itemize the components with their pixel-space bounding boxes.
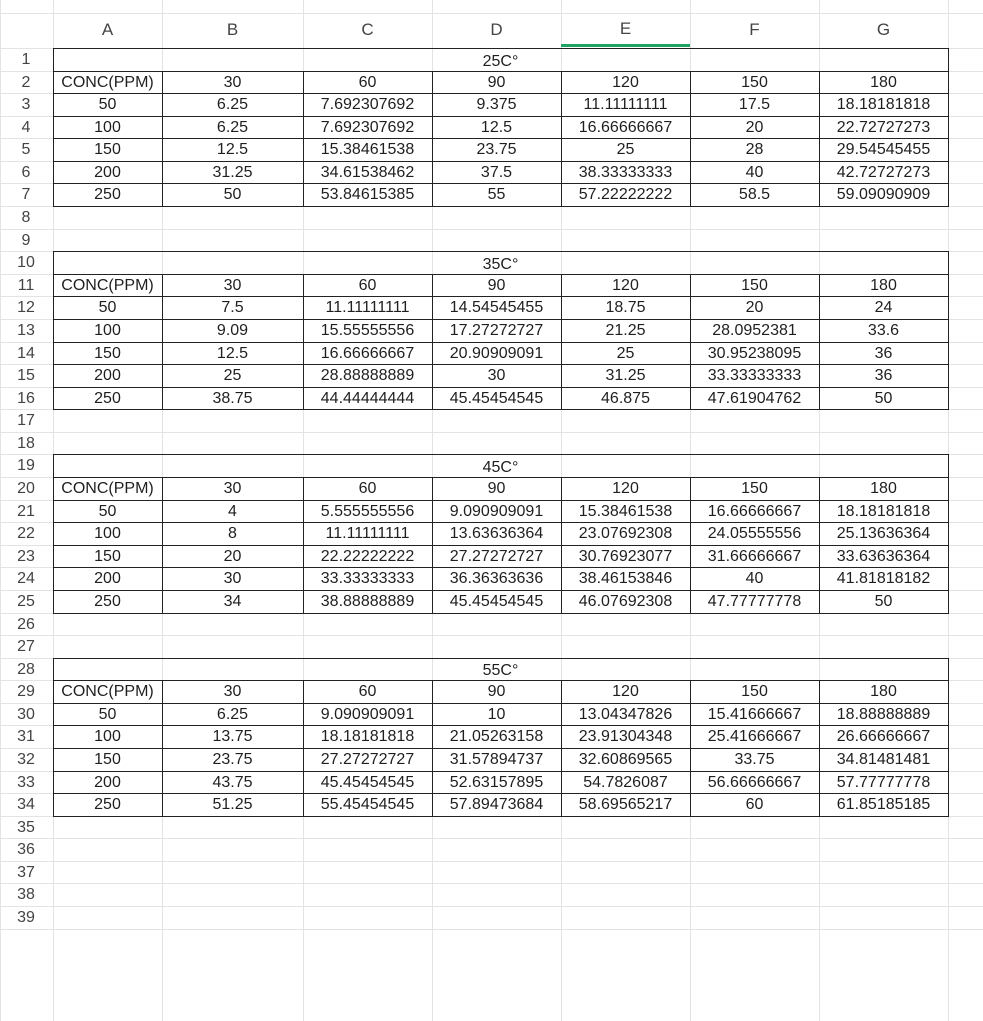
conc-header: CONC(PPM) [61, 479, 154, 497]
table-border [53, 680, 948, 681]
value-cell[interactable]: 4 [228, 502, 237, 520]
value-cell[interactable]: 31.25 [212, 163, 253, 181]
value-cell[interactable]: 36 [874, 344, 893, 362]
value-cell[interactable]: 6.25 [216, 118, 249, 136]
value-cell[interactable]: 40 [745, 569, 764, 587]
table-border [303, 71, 304, 206]
value-cell[interactable]: 18.75 [605, 298, 646, 316]
value-cell[interactable]: 41.81818182 [836, 569, 931, 587]
value-cell[interactable]: 42.72727273 [836, 163, 931, 181]
table-border [53, 342, 948, 343]
value-cell[interactable]: 50 [874, 389, 893, 407]
table-border [53, 748, 948, 749]
row-header-2[interactable]: 2 [21, 73, 31, 91]
value-cell[interactable]: 23.75 [476, 140, 517, 158]
value-cell[interactable]: 36.36363636 [449, 569, 544, 587]
value-cell[interactable]: 27.27272727 [449, 547, 544, 565]
row-header-13[interactable]: 13 [17, 321, 35, 339]
table-border [432, 274, 433, 409]
gridline [0, 906, 983, 907]
value-cell[interactable]: 20.90909091 [449, 344, 544, 362]
row-header-23[interactable]: 23 [17, 547, 35, 565]
value-cell[interactable]: 20 [223, 547, 242, 565]
value-cell[interactable]: 7.5 [221, 298, 244, 316]
gridline [0, 861, 983, 862]
value-cell[interactable]: 38.46153846 [578, 569, 673, 587]
value-cell[interactable]: 18.88888889 [836, 705, 931, 723]
time-header: 60 [358, 276, 377, 294]
block-title: 35C° [482, 256, 519, 273]
table-border [53, 364, 948, 365]
value-cell[interactable]: 55 [487, 185, 506, 203]
concentration-cell[interactable]: 250 [94, 389, 121, 407]
value-cell[interactable]: 33.33333333 [320, 569, 415, 587]
value-cell[interactable]: 29.54545455 [836, 140, 931, 158]
table-border [53, 725, 948, 726]
table-border [53, 590, 948, 591]
row-header-1[interactable]: 1 [21, 50, 31, 68]
value-cell[interactable]: 11.11111111 [583, 95, 668, 113]
table-border [432, 477, 433, 613]
block-title: 25C° [482, 53, 519, 70]
value-cell[interactable]: 8 [228, 524, 237, 542]
value-cell[interactable]: 15.41666667 [707, 705, 802, 723]
table-border [819, 274, 820, 409]
concentration-cell[interactable]: 250 [94, 795, 121, 813]
table-border [53, 545, 948, 546]
table-border [162, 71, 163, 206]
time-header: 180 [870, 479, 897, 497]
table-border [53, 477, 948, 478]
value-cell[interactable]: 30 [223, 569, 242, 587]
row-header-9[interactable]: 9 [21, 231, 31, 249]
value-cell[interactable]: 11.11111111 [325, 298, 410, 316]
value-cell[interactable]: 15.38461538 [320, 140, 415, 158]
value-cell[interactable]: 54.7826087 [583, 773, 668, 791]
concentration-cell[interactable]: 250 [94, 185, 121, 203]
time-header: 180 [870, 73, 897, 91]
value-cell[interactable]: 28.0952381 [712, 321, 797, 339]
gridline [0, 838, 983, 839]
concentration-cell[interactable]: 50 [98, 95, 117, 113]
value-cell[interactable]: 17.5 [738, 95, 771, 113]
row-header-29[interactable]: 29 [17, 682, 35, 700]
time-header: 150 [741, 479, 768, 497]
concentration-cell[interactable]: 200 [94, 569, 121, 587]
row-header-17[interactable]: 17 [17, 411, 35, 429]
time-header: 120 [612, 276, 639, 294]
value-cell[interactable]: 16.66666667 [578, 118, 673, 136]
table-border [162, 274, 163, 409]
value-cell[interactable]: 15.55555556 [320, 321, 415, 339]
value-cell[interactable]: 37.5 [480, 163, 513, 181]
value-cell[interactable]: 31.57894737 [449, 750, 544, 768]
column-header-f[interactable]: F [749, 20, 760, 39]
table-border [432, 71, 433, 206]
value-cell[interactable]: 15.38461538 [578, 502, 673, 520]
row-header-4[interactable]: 4 [21, 118, 31, 136]
value-cell[interactable]: 17.27272727 [449, 321, 544, 339]
value-cell[interactable]: 36 [874, 366, 893, 384]
value-cell[interactable]: 31.25 [605, 366, 646, 384]
value-cell[interactable]: 18.18181818 [836, 502, 931, 520]
value-cell[interactable]: 45.45454545 [449, 592, 544, 610]
value-cell[interactable]: 18.18181818 [320, 727, 415, 745]
table-border [53, 296, 948, 297]
table-border [819, 680, 820, 816]
value-cell[interactable]: 18.18181818 [836, 95, 931, 113]
table-border [53, 771, 948, 772]
column-header-e[interactable]: E [561, 13, 690, 47]
value-cell[interactable]: 40 [745, 163, 764, 181]
gridline [0, 929, 983, 930]
row-header-3[interactable]: 3 [21, 95, 31, 113]
row-header-33[interactable]: 33 [17, 773, 35, 791]
gridline [0, 635, 983, 636]
gridline [0, 883, 983, 884]
value-cell[interactable]: 59.09090909 [836, 185, 931, 203]
value-cell[interactable]: 30.95238095 [707, 344, 802, 362]
value-cell[interactable]: 57.89473684 [449, 795, 544, 813]
row-header-11[interactable]: 11 [17, 276, 35, 294]
value-cell[interactable]: 12.5 [216, 344, 249, 362]
table-border [690, 477, 691, 613]
value-cell[interactable]: 12.5 [216, 140, 249, 158]
row-header-19[interactable]: 19 [17, 456, 35, 474]
value-cell[interactable]: 25.41666667 [707, 727, 802, 745]
value-cell[interactable]: 27.27272727 [320, 750, 415, 768]
value-cell[interactable]: 7.692307692 [320, 118, 415, 136]
table-border [53, 183, 948, 184]
value-cell[interactable]: 5.555555556 [320, 502, 415, 520]
row-header-30[interactable]: 30 [17, 705, 35, 723]
row-header-35[interactable]: 35 [17, 818, 35, 836]
value-cell[interactable]: 47.77777778 [707, 592, 802, 610]
concentration-cell[interactable]: 50 [98, 502, 117, 520]
value-cell[interactable]: 38.75 [212, 389, 253, 407]
column-header-b[interactable]: B [226, 20, 239, 39]
table-border [53, 116, 948, 117]
concentration-cell[interactable]: 200 [94, 773, 121, 791]
row-header-26[interactable]: 26 [17, 615, 35, 633]
time-header: 120 [612, 73, 639, 91]
table-border [53, 387, 948, 388]
concentration-cell[interactable]: 150 [94, 140, 121, 158]
value-cell[interactable]: 23.07692308 [578, 524, 673, 542]
table-border [303, 274, 304, 409]
value-cell[interactable]: 30.76923077 [578, 547, 673, 565]
row-header-39[interactable]: 39 [17, 908, 35, 926]
value-cell[interactable]: 34.61538462 [320, 163, 415, 181]
concentration-cell[interactable]: 100 [94, 321, 121, 339]
concentration-cell[interactable]: 100 [94, 524, 121, 542]
time-header: 60 [358, 73, 377, 91]
value-cell[interactable]: 9.090909091 [449, 502, 544, 520]
gridline [0, 251, 983, 252]
value-cell[interactable]: 24.05555556 [707, 524, 802, 542]
value-cell[interactable]: 34.81481481 [836, 750, 931, 768]
table-border [561, 71, 562, 206]
table-border [53, 93, 948, 94]
table-border [53, 500, 948, 501]
value-cell[interactable]: 50 [223, 185, 242, 203]
conc-header: CONC(PPM) [61, 73, 154, 91]
concentration-cell[interactable]: 100 [94, 727, 121, 745]
row-header-31[interactable]: 31 [17, 727, 35, 745]
value-cell[interactable]: 33.63636364 [836, 547, 931, 565]
value-cell[interactable]: 31.66666667 [707, 547, 802, 565]
value-cell[interactable]: 52.63157895 [449, 773, 544, 791]
value-cell[interactable]: 20 [745, 118, 764, 136]
table-border [303, 680, 304, 816]
row-header-21[interactable]: 21 [17, 502, 35, 520]
time-header: 90 [487, 73, 506, 91]
value-cell[interactable]: 58.69565217 [578, 795, 673, 813]
table-border [53, 703, 948, 704]
time-header: 30 [223, 479, 242, 497]
time-header: 150 [741, 682, 768, 700]
value-cell[interactable]: 25 [616, 140, 635, 158]
table-border [690, 680, 691, 816]
value-cell[interactable]: 22.22222222 [320, 547, 415, 565]
time-header: 150 [741, 73, 768, 91]
value-cell[interactable]: 21.05263158 [449, 727, 544, 745]
time-header: 60 [358, 682, 377, 700]
row-header-27[interactable]: 27 [17, 637, 35, 655]
value-cell[interactable]: 61.85185185 [836, 795, 931, 813]
conc-header: CONC(PPM) [61, 276, 154, 294]
value-cell[interactable]: 9.375 [476, 95, 517, 113]
table-border [819, 477, 820, 613]
value-cell[interactable]: 57.77777778 [836, 773, 931, 791]
table-border [303, 477, 304, 613]
table-border [561, 680, 562, 816]
value-cell[interactable]: 45.45454545 [449, 389, 544, 407]
gridline [0, 658, 983, 659]
time-header: 60 [358, 479, 377, 497]
value-cell[interactable]: 60 [745, 795, 764, 813]
row-header-32[interactable]: 32 [17, 750, 35, 768]
table-border [53, 816, 948, 817]
concentration-cell[interactable]: 100 [94, 118, 121, 136]
table-border [53, 613, 948, 614]
row-header-15[interactable]: 15 [17, 366, 35, 384]
row-header-37[interactable]: 37 [17, 863, 35, 881]
value-cell[interactable]: 7.692307692 [320, 95, 415, 113]
value-cell[interactable]: 13.75 [212, 727, 253, 745]
time-header: 90 [487, 276, 506, 294]
value-cell[interactable]: 9.09 [216, 321, 249, 339]
column-header-g[interactable]: G [876, 20, 891, 39]
value-cell[interactable]: 34 [223, 592, 242, 610]
table-border [53, 522, 948, 523]
value-cell[interactable]: 26.66666667 [836, 727, 931, 745]
value-cell[interactable]: 33.33333333 [707, 366, 802, 384]
value-cell[interactable]: 13.63636364 [449, 524, 544, 542]
table-border [53, 138, 948, 139]
value-cell[interactable]: 44.44444444 [320, 389, 415, 407]
table-border [432, 680, 433, 816]
value-cell[interactable]: 51.25 [212, 795, 253, 813]
column-header-d[interactable]: D [490, 20, 503, 39]
row-header-24[interactable]: 24 [17, 569, 35, 587]
table-border [53, 793, 948, 794]
gridline [0, 229, 983, 230]
time-header: 120 [612, 682, 639, 700]
row-header-7[interactable]: 7 [21, 185, 31, 203]
time-header: 180 [870, 276, 897, 294]
time-header: 30 [223, 682, 242, 700]
table-border [53, 319, 948, 320]
row-header-34[interactable]: 34 [17, 795, 35, 813]
table-border [53, 274, 948, 275]
value-cell[interactable]: 28 [745, 140, 764, 158]
table-border [53, 71, 948, 72]
value-cell[interactable]: 20 [745, 298, 764, 316]
row-header-36[interactable]: 36 [17, 840, 35, 858]
value-cell[interactable]: 38.88888889 [320, 592, 415, 610]
concentration-cell[interactable]: 150 [94, 547, 121, 565]
concentration-cell[interactable]: 200 [94, 366, 121, 384]
row-header-6[interactable]: 6 [21, 163, 31, 181]
value-cell[interactable]: 28.88888889 [320, 366, 415, 384]
gridline [948, 0, 949, 1021]
time-header: 30 [223, 73, 242, 91]
concentration-cell[interactable]: 50 [98, 298, 117, 316]
value-cell[interactable]: 53.84615385 [320, 185, 415, 203]
value-cell[interactable]: 50 [874, 592, 893, 610]
concentration-cell[interactable]: 150 [94, 344, 121, 362]
value-cell[interactable]: 45.45454545 [320, 773, 415, 791]
gridline [0, 432, 983, 433]
table-border [819, 71, 820, 206]
concentration-cell[interactable]: 250 [94, 592, 121, 610]
row-header-14[interactable]: 14 [17, 344, 35, 362]
time-header: 90 [487, 682, 506, 700]
column-header-a[interactable]: A [101, 20, 114, 39]
value-cell[interactable]: 25.13636364 [836, 524, 931, 542]
concentration-cell[interactable]: 50 [98, 705, 117, 723]
row-header-20[interactable]: 20 [17, 479, 35, 497]
value-cell[interactable]: 14.54545455 [449, 298, 544, 316]
value-cell[interactable]: 57.22222222 [578, 185, 673, 203]
time-header: 150 [741, 276, 768, 294]
value-cell[interactable]: 9.090909091 [320, 705, 415, 723]
concentration-cell[interactable]: 200 [94, 163, 121, 181]
value-cell[interactable]: 47.61904762 [707, 389, 802, 407]
value-cell[interactable]: 32.60869565 [578, 750, 673, 768]
block-title: 55C° [482, 662, 519, 679]
value-cell[interactable]: 13.04347826 [578, 705, 673, 723]
value-cell[interactable]: 12.5 [480, 118, 513, 136]
value-cell[interactable]: 21.25 [605, 321, 646, 339]
row-header-5[interactable]: 5 [21, 140, 31, 158]
table-border [53, 567, 948, 568]
time-header: 90 [487, 479, 506, 497]
value-cell[interactable]: 6.25 [216, 95, 249, 113]
column-header-c[interactable]: C [361, 20, 374, 39]
block-title: 45C° [482, 459, 519, 476]
row-header-12[interactable]: 12 [17, 298, 35, 316]
gridline [0, 454, 983, 455]
value-cell[interactable]: 11.11111111 [325, 524, 410, 542]
row-header-18[interactable]: 18 [17, 434, 35, 452]
value-cell[interactable]: 38.33333333 [578, 163, 673, 181]
value-cell[interactable]: 46.875 [601, 389, 650, 407]
table-border [162, 477, 163, 613]
gridline [0, 48, 983, 49]
row-header-38[interactable]: 38 [17, 885, 35, 903]
value-cell[interactable]: 6.25 [216, 705, 249, 723]
row-header-28[interactable]: 28 [17, 660, 35, 678]
value-cell[interactable]: 16.66666667 [320, 344, 415, 362]
row-header-25[interactable]: 25 [17, 592, 35, 610]
value-cell[interactable]: 33.6 [867, 321, 900, 339]
table-border [690, 274, 691, 409]
time-header: 30 [223, 276, 242, 294]
row-header-10[interactable]: 10 [17, 253, 35, 271]
value-cell[interactable]: 25 [616, 344, 635, 362]
value-cell[interactable]: 55.45454545 [320, 795, 415, 813]
table-border [53, 409, 948, 410]
value-cell[interactable]: 46.07692308 [578, 592, 673, 610]
value-cell[interactable]: 58.5 [738, 185, 771, 203]
concentration-cell[interactable]: 150 [94, 750, 121, 768]
time-header: 120 [612, 479, 639, 497]
value-cell[interactable]: 22.72727273 [836, 118, 931, 136]
table-border [690, 71, 691, 206]
value-cell[interactable]: 10 [487, 705, 506, 723]
table-border [561, 477, 562, 613]
table-border [53, 161, 948, 162]
value-cell[interactable]: 56.66666667 [707, 773, 802, 791]
table-border [561, 274, 562, 409]
row-header-8[interactable]: 8 [21, 208, 31, 226]
value-cell[interactable]: 23.75 [212, 750, 253, 768]
row-header-16[interactable]: 16 [17, 389, 35, 407]
value-cell[interactable]: 25 [223, 366, 242, 384]
table-border [53, 206, 948, 207]
row-header-22[interactable]: 22 [17, 524, 35, 542]
value-cell[interactable]: 43.75 [212, 773, 253, 791]
conc-header: CONC(PPM) [61, 682, 154, 700]
value-cell[interactable]: 23.91304348 [578, 727, 673, 745]
value-cell[interactable]: 33.75 [734, 750, 775, 768]
time-header: 180 [870, 682, 897, 700]
table-border [162, 680, 163, 816]
value-cell[interactable]: 30 [487, 366, 506, 384]
value-cell[interactable]: 16.66666667 [707, 502, 802, 520]
value-cell[interactable]: 24 [874, 298, 893, 316]
